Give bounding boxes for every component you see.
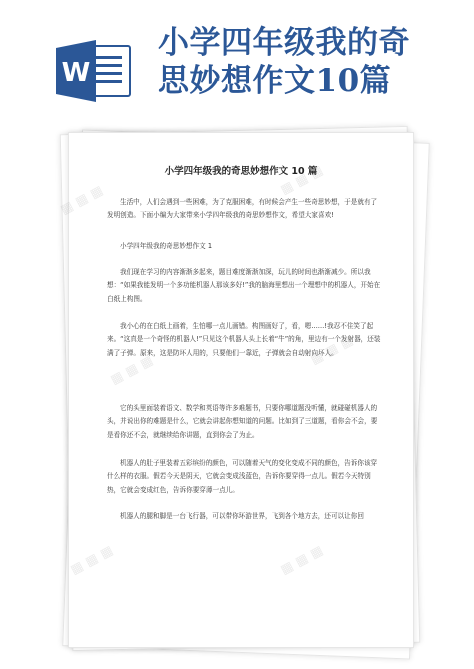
- paragraph-5: 机器人的腿和脚是一台飞行器，可以带你环游世界，飞到各个地方去，还可以让你回: [120, 511, 364, 520]
- watermark: ▦ ▦ ▦: [308, 333, 356, 368]
- paragraph-2: 我小心的在白纸上画着，生怕哪一点儿画错。构图画好了，看，嗯……!我忍不住笑了起来。“这真是一个奇怪的机器人!”只见这个机器人头上长着“牛”的角，里边有一个发射器，还装满了子弹。原来，这是防坏人用的，只要他们一靠近，子弹就会自动射向坏人。: [107, 321, 381, 357]
- paragraph-intro: 生活中，人们会遇到一些困难，为了克服困难，有时候会产生一些奇思妙想，于是就有了发明创造。下面小编为大家带来小学四年级我的奇思妙想作文，希望大家喜欢!: [107, 197, 378, 220]
- document-preview: [58, 126, 418, 646]
- watermark: ▦ ▦ ▦: [108, 353, 156, 388]
- section-heading: 小学四年级我的奇思妙想作文 1: [120, 241, 213, 250]
- watermark: ▦ ▦ ▦: [278, 543, 326, 578]
- watermark: ▦ ▦ ▦: [68, 543, 116, 578]
- document-title: 小学四年级我的奇思妙想作文 10 篇: [164, 166, 318, 177]
- word-doc-icon: [56, 40, 134, 102]
- page-title: [158, 24, 458, 100]
- header-banner: [0, 0, 474, 120]
- paragraph-3: 它的头里面装着语文、数学和英语等许多难题书，只要你哪道题没听懂，就碰碰机器人的头，并说出你的难题是什么，它就会讲起你想知道的问题。比如到了三道题，看你会不会，要是看你还不会，就继续给你讲题，直到你会了为止。: [107, 403, 378, 439]
- document-page[interactable]: [58, 132, 414, 648]
- paragraph-4: 机器人的肚子里装着五彩缤纷的颜色，可以随着天气的变化变成不同的颜色，告诉你该穿什么样的衣服。假若今天是阴天，它就会变成浅蓝色，告诉你要穿得一点儿。假若今天特别热，它就会变成红色，告诉你要穿薄一点儿。: [107, 458, 378, 494]
- watermark: ▦ ▦ ▦: [278, 163, 326, 198]
- page-title-line-2: 思妙想作文10篇: [158, 63, 392, 99]
- paragraph-1: 我们现在学习的内容渐渐多起来，题目难度渐渐加深，玩儿的时间也渐渐减少。所以我想：“如果我能发明一个多功能机器人那该多好!”我的脑海里想出一个理想中的机器人，开始在白纸上构图。: [107, 267, 381, 303]
- watermark: ▦ ▦ ▦: [58, 183, 106, 218]
- word-icon-letter: W: [61, 58, 91, 88]
- page-title-line-1: 小学四年级我的奇: [158, 25, 410, 61]
